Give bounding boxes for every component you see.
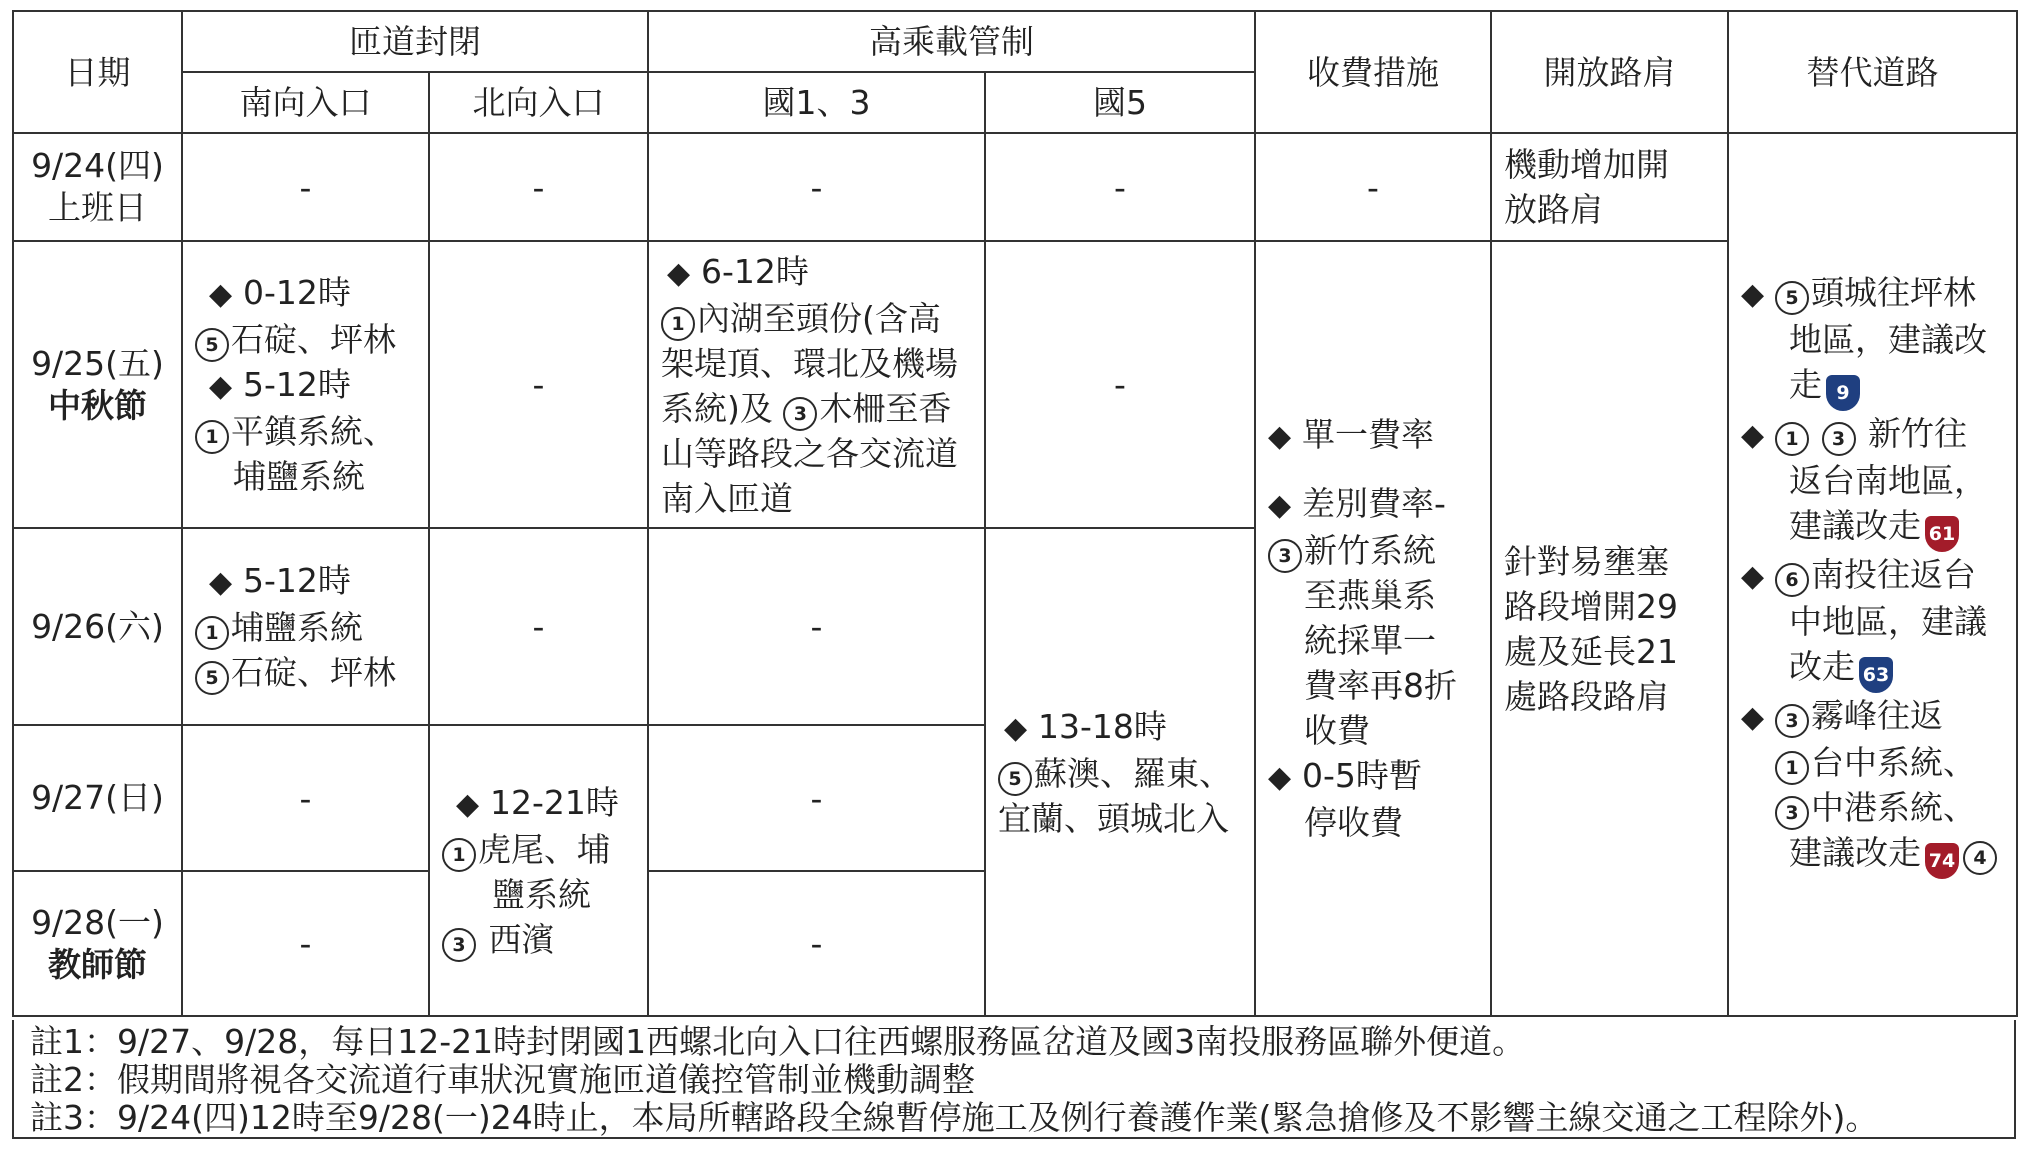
- hov-hwy5-cell-0926-0928: [985, 528, 1255, 1016]
- date-cell-0924: [13, 133, 182, 241]
- header-ramp-closure: 匝道封閉: [182, 11, 648, 72]
- provincial-61-icon: 61: [1925, 516, 1959, 552]
- diamond-icon: ◆: [1741, 700, 1765, 735]
- toll-text: 費率再8折: [1304, 666, 1457, 705]
- diamond-icon: ◆: [1268, 488, 1292, 523]
- header-date: 日期: [13, 11, 182, 133]
- alt-text: 新竹往: [1868, 414, 1967, 453]
- header-hov-control: 高乘載管制: [648, 11, 1255, 72]
- table-row: [13, 241, 2017, 528]
- freeway-3-icon: 3: [783, 397, 817, 431]
- header-north-entry: 北向入口: [429, 72, 648, 133]
- road-text: 埔鹽系統: [233, 457, 365, 496]
- notes-section: [12, 1020, 2016, 1139]
- alt-text: 建議改走: [1789, 833, 1921, 872]
- alt-text: 地區，建議改: [1789, 320, 1987, 359]
- freeway-5-icon: 5: [998, 762, 1032, 796]
- date-text: 9/25(五): [31, 343, 164, 383]
- time-text: 0-12時: [243, 273, 351, 312]
- road-text: 平鎮系統、: [231, 412, 396, 451]
- diamond-icon: ◆: [1741, 418, 1765, 453]
- freeway-3-icon: 3: [442, 928, 476, 962]
- road-text: 架堤頂、環北及機場: [661, 343, 958, 383]
- shoulder-text: 路段增開29: [1504, 586, 1678, 626]
- shoulder-text: 放路肩: [1504, 190, 1603, 229]
- header-south-entry: 南向入口: [182, 72, 429, 133]
- freeway-1-icon: 1: [442, 838, 476, 872]
- time-text: 5-12時: [243, 365, 351, 404]
- toll-text: 差別費率-: [1302, 484, 1446, 523]
- alt-text: 霧峰往返: [1811, 696, 1943, 735]
- road-text: 南入匝道: [661, 478, 793, 518]
- note-2: 註2：假期間將視各交流道行車狀況實施匝道儀控管制並機動調整: [30, 1060, 975, 1099]
- alt-text: 返台南地區，: [1789, 461, 1987, 500]
- provincial-74-icon: 74: [1925, 843, 1959, 879]
- provincial-9-icon: 9: [1826, 375, 1860, 411]
- road-text: 西濱: [488, 919, 555, 959]
- south-entry-cell-0926: [182, 528, 429, 725]
- alternative-roads-cell: [1728, 133, 2017, 1016]
- empty-cell: -: [648, 871, 985, 1016]
- freeway-1-icon: 1: [195, 420, 229, 454]
- diamond-icon: ◆: [667, 255, 691, 291]
- empty-cell: -: [429, 133, 648, 241]
- road-text: 蘇澳、羅東、: [1034, 753, 1232, 793]
- header-hwy-5: 國5: [985, 72, 1255, 133]
- shoulder-main-cell: [1491, 241, 1728, 1016]
- alt-text: 中地區，建議: [1789, 602, 1987, 641]
- freeway-5-icon: 5: [1775, 281, 1809, 315]
- date-text: 9/28(一): [31, 902, 164, 942]
- road-text: 虎尾、埔: [478, 829, 610, 869]
- freeway-4-icon: 4: [1963, 841, 1997, 875]
- empty-cell: -: [985, 241, 1255, 528]
- road-text: 宜蘭、頭城北入: [998, 798, 1229, 838]
- toll-text: 停收費: [1304, 803, 1403, 842]
- empty-cell: -: [429, 528, 648, 725]
- toll-measures-cell: [1255, 241, 1491, 1016]
- date-text: 9/27(日): [31, 778, 164, 817]
- empty-cell: -: [182, 725, 429, 871]
- freeway-3-icon: 3: [1775, 704, 1809, 738]
- diamond-icon: ◆: [1741, 277, 1765, 312]
- freeway-1-icon: 1: [1775, 751, 1809, 785]
- date-note: 教師節: [48, 944, 147, 984]
- freeway-1-icon: 1: [1775, 422, 1809, 456]
- time-text: 6-12時: [701, 251, 809, 291]
- traffic-control-table: [12, 10, 2018, 1017]
- note-3: 註3：9/24(四)12時至9/28(一)24時止，本局所轄路段全線暫停施工及例行養護作業(緊急搶修及不影響主線交通之工程除外)。: [30, 1098, 1879, 1137]
- time-text: 5-12時: [243, 561, 351, 600]
- date-note: 上班日: [48, 188, 147, 227]
- freeway-5-icon: 5: [195, 661, 229, 695]
- provincial-63-icon: 63: [1859, 657, 1893, 693]
- diamond-icon: ◆: [1741, 559, 1765, 594]
- road-text: 系統)及: [661, 388, 773, 428]
- toll-text: 新竹系統: [1304, 531, 1436, 570]
- note-1: 註1：9/27、9/28，每日12-21時封閉國1西螺北向入口往西螺服務區岔道及國3南投服務區聯外便道。: [30, 1022, 1526, 1061]
- shoulder-cell-0924: [1491, 133, 1728, 241]
- traffic-control-sheet: [12, 10, 2016, 1140]
- date-cell-0928: [13, 871, 182, 1016]
- empty-cell: -: [648, 725, 985, 871]
- diamond-icon: ◆: [209, 277, 233, 312]
- alt-text: 改走: [1789, 647, 1855, 686]
- date-cell-0926: [13, 528, 182, 725]
- date-cell-0925: [13, 241, 182, 528]
- date-text: 9/26(六): [31, 606, 164, 646]
- diamond-icon: ◆: [209, 369, 233, 404]
- diamond-icon: ◆: [209, 565, 233, 600]
- empty-cell: -: [648, 133, 985, 241]
- alt-text: 建議改走: [1789, 506, 1921, 545]
- toll-text: 收費: [1304, 711, 1370, 750]
- alt-text: 走: [1789, 365, 1822, 404]
- road-text: 石碇、坪林: [231, 653, 396, 692]
- time-text: 12-21時: [490, 782, 619, 822]
- header-toll-measures: 收費措施: [1255, 11, 1491, 133]
- road-text: 埔鹽系統: [231, 608, 363, 647]
- shoulder-text: 處路段路肩: [1504, 676, 1669, 716]
- freeway-3-icon: 3: [1775, 796, 1809, 830]
- freeway-5-icon: 5: [195, 328, 229, 362]
- empty-cell: -: [985, 133, 1255, 241]
- shoulder-text: 機動增加開: [1504, 145, 1669, 184]
- north-entry-cell-0927-0928: [429, 725, 648, 1016]
- time-text: 13-18時: [1038, 706, 1167, 746]
- freeway-1-icon: 1: [195, 616, 229, 650]
- alt-text: 台中系統、: [1811, 743, 1976, 782]
- date-cell-0927: [13, 725, 182, 871]
- freeway-1-icon: 1: [661, 307, 695, 341]
- freeway-6-icon: 6: [1775, 563, 1809, 597]
- road-text: 山等路段之各交流道: [661, 433, 958, 473]
- header-alternative-roads: 替代道路: [1728, 11, 2017, 133]
- alt-text: 南投往返台: [1811, 555, 1976, 594]
- shoulder-text: 處及延長21: [1504, 631, 1678, 671]
- diamond-icon: ◆: [456, 786, 480, 822]
- toll-text: 單一費率: [1302, 415, 1434, 454]
- road-text: 鹽系統: [492, 874, 591, 914]
- road-text: 石碇、坪林: [231, 320, 396, 359]
- empty-cell: -: [648, 528, 985, 725]
- empty-cell: -: [182, 871, 429, 1016]
- freeway-3-icon: 3: [1268, 539, 1302, 573]
- south-entry-cell-0925: [182, 241, 429, 528]
- toll-text: 至燕巢系: [1304, 576, 1436, 615]
- toll-text: 統採單一: [1304, 621, 1436, 660]
- empty-cell: -: [182, 133, 429, 241]
- alt-text: 頭城往坪林: [1811, 273, 1976, 312]
- road-text: 內湖至頭份(含高: [697, 298, 941, 338]
- shoulder-text: 針對易壅塞: [1504, 541, 1669, 581]
- diamond-icon: ◆: [1268, 419, 1292, 454]
- table-row: [13, 133, 2017, 241]
- diamond-icon: ◆: [1004, 710, 1028, 746]
- empty-cell: -: [429, 241, 648, 528]
- road-text: 木柵至香: [819, 388, 952, 428]
- hov-hwy13-cell-0925: [648, 241, 985, 528]
- header-shoulder-open: 開放路肩: [1491, 11, 1728, 133]
- date-note: 中秋節: [48, 385, 147, 425]
- date-text: 9/24(四): [31, 146, 164, 185]
- empty-cell: -: [1255, 133, 1491, 241]
- diamond-icon: ◆: [1268, 760, 1292, 795]
- toll-text: 0-5時暫: [1302, 756, 1422, 795]
- freeway-3-icon: 3: [1822, 422, 1856, 456]
- header-hwy-1-3: 國1、3: [648, 72, 985, 133]
- alt-text: 中港系統、: [1811, 788, 1976, 827]
